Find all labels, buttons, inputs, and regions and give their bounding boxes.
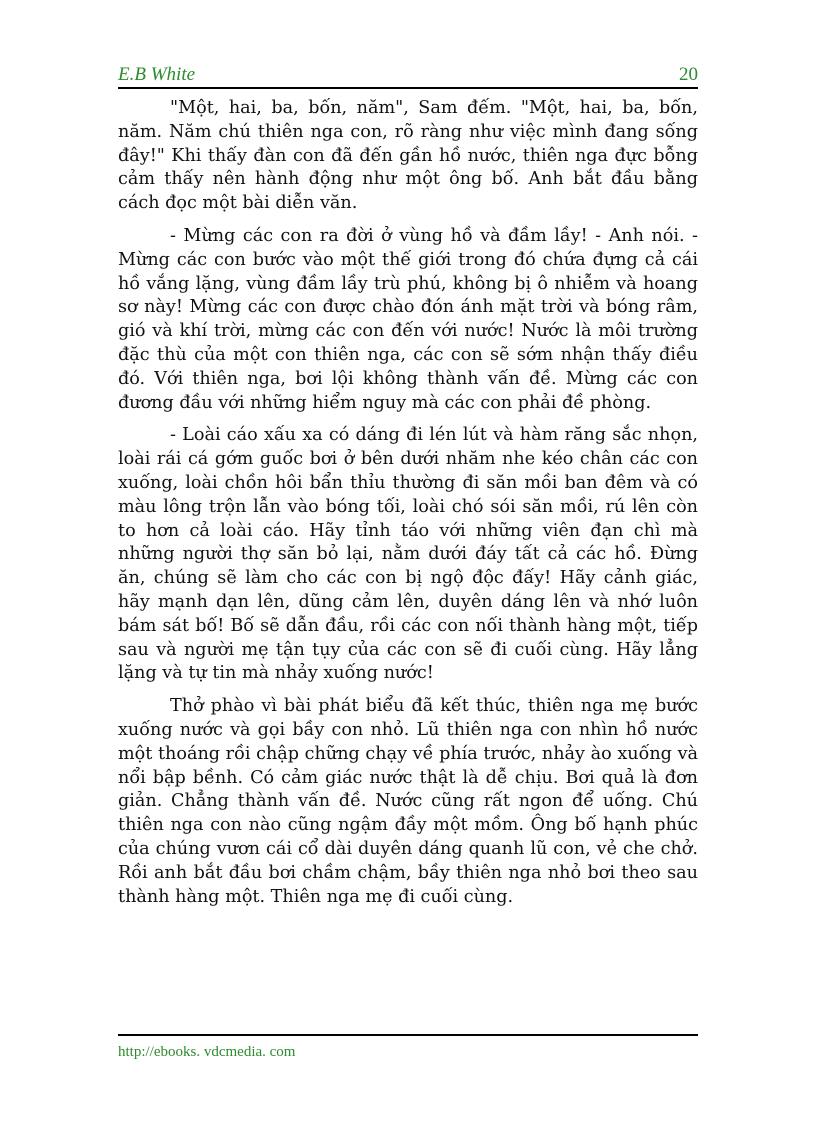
page-body — [118, 97, 698, 918]
footer-divider — [118, 1034, 698, 1036]
header-divider — [118, 87, 698, 89]
page-number: 20 — [679, 64, 698, 85]
page-header — [118, 60, 698, 88]
header-author: E.B White — [118, 64, 196, 85]
paragraph: Thở phào vì bài phát biểu đã kết thúc, thiên nga mẹ bước xuống nước và gọi bầy con nhỏ. Lũ thiên nga con nhìn hồ nước một thoáng rồi chập chững chạy về phía trước, nhảy ào xuống và nổi bập bềnh. Có cảm giác nước thật là dễ chịu. Bơi quả là đơn giản. Chẳng thành vấn đề. Nước cũng rất ngon để uống. Chú thiên nga con nào cũng ngậm đầy một mồm. Ông bố hạnh phúc của chúng vươn cái cổ dài duyên dáng quanh lũ con, vẻ che chở. Rồi anh bắt đầu bơi chầm chậm, bầy thiên nga nhỏ bơi theo sau thành hàng một. Thiên nga mẹ đi cuối cùng. — [118, 696, 698, 907]
paragraph: - Loài cáo xấu xa có dáng đi lén lút và hàm răng sắc nhọn, loài rái cá gớm guốc bơi ở bên dưới nhăm nhe kéo chân các con xuống, loài chồn hôi bẩn thỉu thường đi săn mồi ban đêm và có màu lông trộn lẫn vào bóng tối, loài chó sói săn mồi, rú lên còn to hơn cả loài cáo. Hãy tỉnh táo với những viên đạn chì mà những người thợ săn bỏ lại, nằm dưới đáy tất cả các hồ. Đừng ăn, chúng sẽ làm cho các con bị ngộ độc đấy! Hãy cảnh giác, hãy mạnh dạn lên, dũng cảm lên, duyên dáng lên và nhớ luôn bám sát bố! Bố sẽ dẫn đầu, rồi các con nối thành hàng một, tiếp sau và người mẹ tận tụy của các con sẽ đi cuối cùng. Hãy lẳng lặng và tự tin mà nhảy xuống nước! — [118, 425, 698, 684]
paragraph: - Mừng các con ra đời ở vùng hồ và đầm lầy! - Anh nói. - Mừng các con bước vào một thế giới trong đó chứa đựng cả cái hồ vắng lặng, vùng đầm lầy trù phú, không bị ô nhiễm và hoang sơ này! Mừng các con được chào đón ánh mặt trời và bóng râm, gió và khí trời, mừng các con đến với nước! Nước là môi trường đặc thù của một con thiên nga, các con sẽ sớm nhận thấy điều đó. Với thiên nga, bơi lội không thành vấn đề. Mừng các con đương đầu với những hiểm nguy mà các con phải đề phòng. — [118, 225, 698, 413]
paragraph: "Một, hai, ba, bốn, năm", Sam đếm. "Một, hai, ba, bốn, năm. Năm chú thiên nga con, rõ ràng như việc mình đang sống đây!" Khi thấy đàn con đã đến gần hồ nước, thiên nga đực bỗng cảm thấy nên hành động như một ông bố. Anh bắt đầu bằng cách đọc một bài diễn văn. — [118, 98, 698, 214]
footer-url-link[interactable]: http://ebooks. vdcmedia. com — [118, 1044, 296, 1060]
